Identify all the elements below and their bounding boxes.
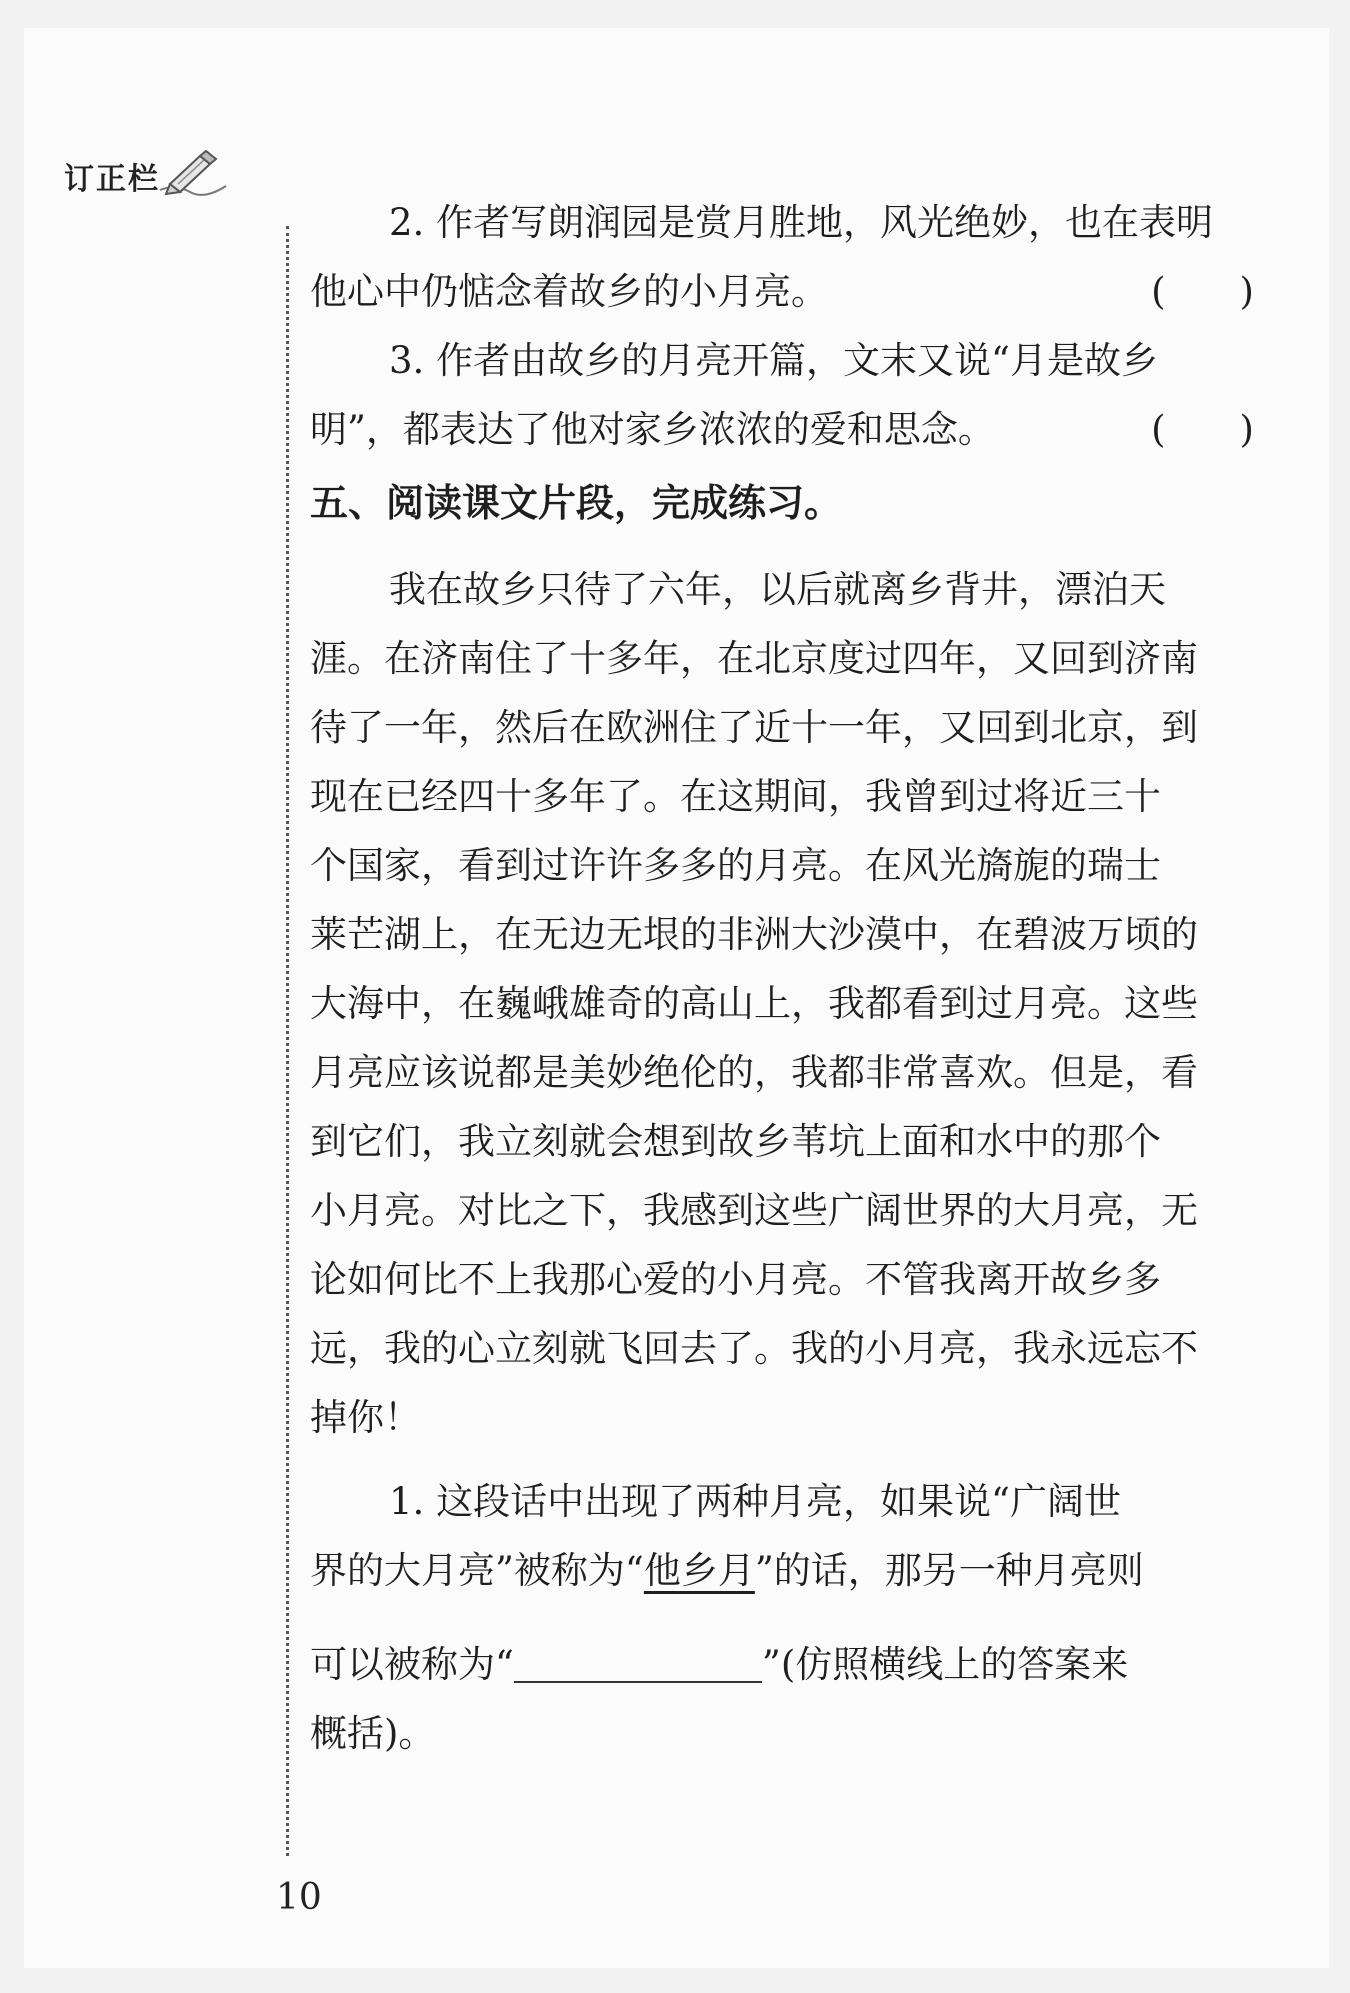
workbook-page [24, 28, 1329, 1968]
passage-line: 现在已经四十多年了。在这期间，我曾到过将近三十 [310, 775, 1161, 818]
passage-line: 远，我的心立刻就飞回去了。我的小月亮，我永远忘不 [310, 1327, 1198, 1370]
passage-line: 掉你！ [310, 1396, 421, 1439]
question-3-line-2-text: 明”，都表达了他对家乡浓浓的爱和思念。 [310, 408, 995, 451]
margin-dotted-divider [286, 226, 289, 1856]
section-5-title: 五、阅读课文片段，完成练习。 [310, 481, 843, 525]
question-3-line-1: 3. 作者由故乡的月亮开篇，文末又说“月是故乡 [389, 339, 1158, 382]
answer-blank-line[interactable] [514, 1647, 762, 1683]
question-1-line-3-pre: 可以被称为“ [310, 1643, 514, 1686]
question-1-line-2-post: ”的话，那另一种月亮则 [754, 1549, 1144, 1592]
passage [310, 555, 1254, 1452]
question-1-line-3 [310, 1630, 1254, 1699]
passage-line: 莱芒湖上，在无边无垠的非洲大沙漠中，在碧波万顷的 [310, 913, 1198, 956]
correction-column-header [64, 150, 230, 198]
passage-line: 我在故乡只待了六年，以后就离乡背井，漂泊天 [389, 568, 1166, 611]
section-5-heading [310, 469, 1254, 538]
question-2-line-2 [310, 257, 1254, 326]
passage-line: 涯。在济南住了十多年，在北京度过四年，又回到济南 [310, 637, 1198, 680]
question-1-line-3-post: ”(仿照横线上的答案来 [761, 1643, 1129, 1686]
passage-line: 大海中，在巍峨雄奇的高山上，我都看到过月亮。这些 [310, 982, 1198, 1025]
question-2-answer-parentheses[interactable]: ( ) [1151, 270, 1254, 313]
underlined-example-answer: 他乡月 [643, 1549, 755, 1592]
question-3-answer-parentheses[interactable]: ( ) [1151, 408, 1254, 451]
correction-column-label: 订正栏 [64, 162, 160, 197]
question-3-line-2 [310, 395, 1254, 464]
pencil-icon [156, 150, 230, 198]
question-1-line-2-pre: 界的大月亮”被称为“ [310, 1549, 644, 1592]
passage-line: 小月亮。对比之下，我感到这些广阔世界的大月亮，无 [310, 1189, 1198, 1232]
passage-line: 个国家，看到过许许多多的月亮。在风光旖旎的瑞士 [310, 844, 1161, 887]
question-1 [310, 1467, 1254, 1768]
question-3 [310, 326, 1254, 464]
passage-line: 论如何比不上我那心爱的小月亮。不管我离开故乡多 [310, 1258, 1161, 1301]
passage-line: 月亮应该说都是美妙绝伦的，我都非常喜欢。但是，看 [310, 1051, 1198, 1094]
question-1-line-2 [310, 1536, 1254, 1605]
passage-line: 到它们，我立刻就会想到故乡苇坑上面和水中的那个 [310, 1120, 1161, 1163]
question-2-line-2-text: 他心中仍惦念着故乡的小月亮。 [310, 270, 828, 313]
question-2-line-1: 2. 作者写朗润园是赏月胜地，风光绝妙，也在表明 [389, 201, 1214, 244]
question-1-line-1: 1. 这段话中出现了两种月亮，如果说“广阔世 [389, 1480, 1121, 1523]
question-2 [310, 188, 1254, 326]
passage-line: 待了一年，然后在欧洲住了近十一年，又回到北京，到 [310, 706, 1198, 749]
question-1-line-4: 概括)。 [310, 1712, 436, 1755]
page-number: 10 [276, 1877, 322, 1918]
